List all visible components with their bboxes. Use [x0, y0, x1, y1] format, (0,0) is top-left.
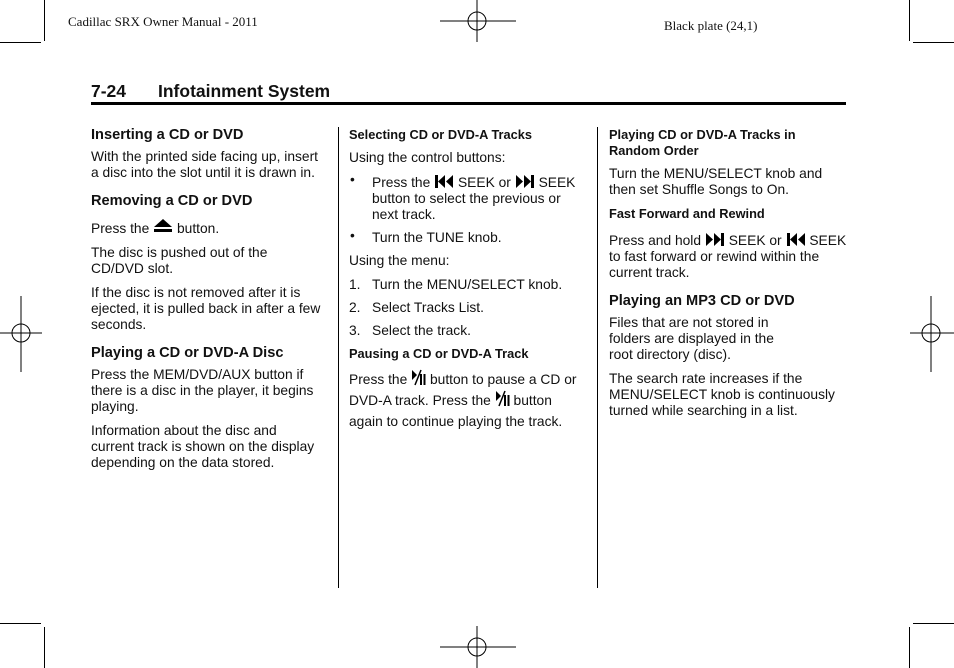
para-ff-b: SEEK or: [728, 233, 782, 248]
header-rule: [91, 102, 846, 105]
para-disc-pulled-back: If the disc is not removed after it is ejected, it is pulled back in after a few seconds.: [91, 285, 321, 332]
para-pausing-b: button to pause a CD or DVD-A track. Press the: [349, 372, 577, 408]
step-text: Select Tracks List.: [372, 300, 484, 315]
para-removing-a: Press the: [91, 221, 150, 236]
column-1: [91, 127, 321, 479]
list-item: • Turn the TUNE knob.: [350, 228, 502, 245]
heading-pausing: Pausing a CD or DVD-A Track: [349, 346, 529, 361]
seek-previous-icon: [786, 232, 806, 247]
para-playing-1: Press the MEM/DVD/AUX button if there is a disc in the player, it begins playing.: [91, 367, 314, 414]
para-inserting: With the printed side facing up, insert a disc into the slot until it is drawn in.: [91, 149, 319, 180]
bullet-2: Turn the TUNE knob.: [372, 230, 502, 245]
bullet-1-b: SEEK or: [457, 175, 511, 190]
bullet-1-a: Press the: [372, 175, 431, 190]
step-text: Turn the MENU/SELECT knob.: [372, 277, 563, 292]
para-fast-forward: [609, 232, 847, 281]
para-pausing-a: Press the: [349, 372, 408, 387]
column-3: [609, 127, 847, 427]
step-number: 1.: [349, 277, 361, 292]
registration-mark-top-icon: [440, 0, 516, 42]
seek-next-icon: [705, 232, 725, 247]
bullet-1-c: SEEK button to select the previous or next track.: [372, 175, 576, 222]
seek-next-icon: [515, 174, 535, 189]
list-item: [349, 300, 587, 316]
eject-icon: [153, 218, 173, 233]
page-number: 7-24: [91, 81, 127, 101]
section-title: Infotainment System: [158, 81, 331, 101]
heading-selecting: Selecting CD or DVD-A Tracks: [349, 127, 532, 142]
para-mp3-2: The search rate increases if the MENU/SELECT knob is continuously turned while searching in a list.: [609, 371, 835, 418]
crop-mark-bottom-right-v: [909, 627, 910, 668]
crop-mark-bottom-left-v: [44, 627, 45, 668]
para-ff-c: SEEK to fast forward or rewind within the current track.: [609, 233, 847, 280]
para-pausing: [349, 369, 587, 432]
list-item: [349, 323, 587, 339]
crop-mark-bottom-left-h: [0, 623, 41, 624]
list-item: • Press the SEEK or SEEK button to select the previous or next track.: [350, 172, 576, 222]
crop-mark-bottom-right-h: [913, 623, 954, 624]
heading-playing: Playing a CD or DVD-A Disc: [91, 345, 284, 361]
heading-fast-forward: Fast Forward and Rewind: [609, 206, 765, 221]
registration-mark-left-icon: [0, 296, 42, 372]
plate-label: Black plate (24,1): [664, 18, 758, 33]
registration-mark-right-icon: [910, 296, 954, 372]
crop-mark-top-right-v: [909, 0, 910, 41]
para-removing-b: button.: [176, 221, 220, 236]
para-ff-a: Press and hold: [609, 233, 702, 248]
play-pause-icon: [411, 369, 426, 386]
para-pausing-c: button again to continue playing the track.: [349, 393, 563, 429]
bullet-list: [349, 174, 587, 246]
seek-previous-icon: [434, 174, 454, 189]
running-header: [91, 81, 846, 103]
heading-mp3: Playing an MP3 CD or DVD: [609, 293, 795, 309]
step-number: 2.: [349, 300, 361, 315]
para-using-menu: Using the menu:: [349, 253, 450, 268]
para-mp3-1: Files that are not stored in folders are displayed in the root directory (disc).: [609, 315, 774, 362]
heading-inserting: Inserting a CD or DVD: [91, 127, 244, 143]
step-text: Select the track.: [372, 323, 471, 338]
column-divider-1: [338, 127, 339, 588]
heading-random: Playing CD or DVD-A Tracks in Random Order: [609, 127, 796, 158]
column-2: [349, 127, 587, 440]
crop-mark-top-left-v: [44, 0, 45, 41]
para-using-buttons: Using the control buttons:: [349, 150, 506, 165]
step-number: 3.: [349, 323, 361, 338]
play-pause-icon: [495, 390, 510, 407]
para-disc-pushed: The disc is pushed out of the CD/DVD slot.: [91, 245, 268, 276]
steps-list: [349, 277, 587, 339]
document-title: Cadillac SRX Owner Manual - 2011: [68, 14, 258, 29]
crop-mark-top-left-h: [0, 42, 41, 43]
crop-mark-top-right-h: [913, 42, 954, 43]
column-divider-2: [597, 127, 598, 588]
para-playing-2: Information about the disc and current track is shown on the display depending on the data stored.: [91, 423, 315, 470]
para-removing: [91, 218, 321, 237]
heading-removing: Removing a CD or DVD: [91, 193, 253, 209]
registration-mark-bottom-icon: [440, 626, 516, 668]
list-item: [349, 277, 587, 293]
para-random: Turn the MENU/SELECT knob and then set Shuffle Songs to On.: [609, 166, 823, 197]
